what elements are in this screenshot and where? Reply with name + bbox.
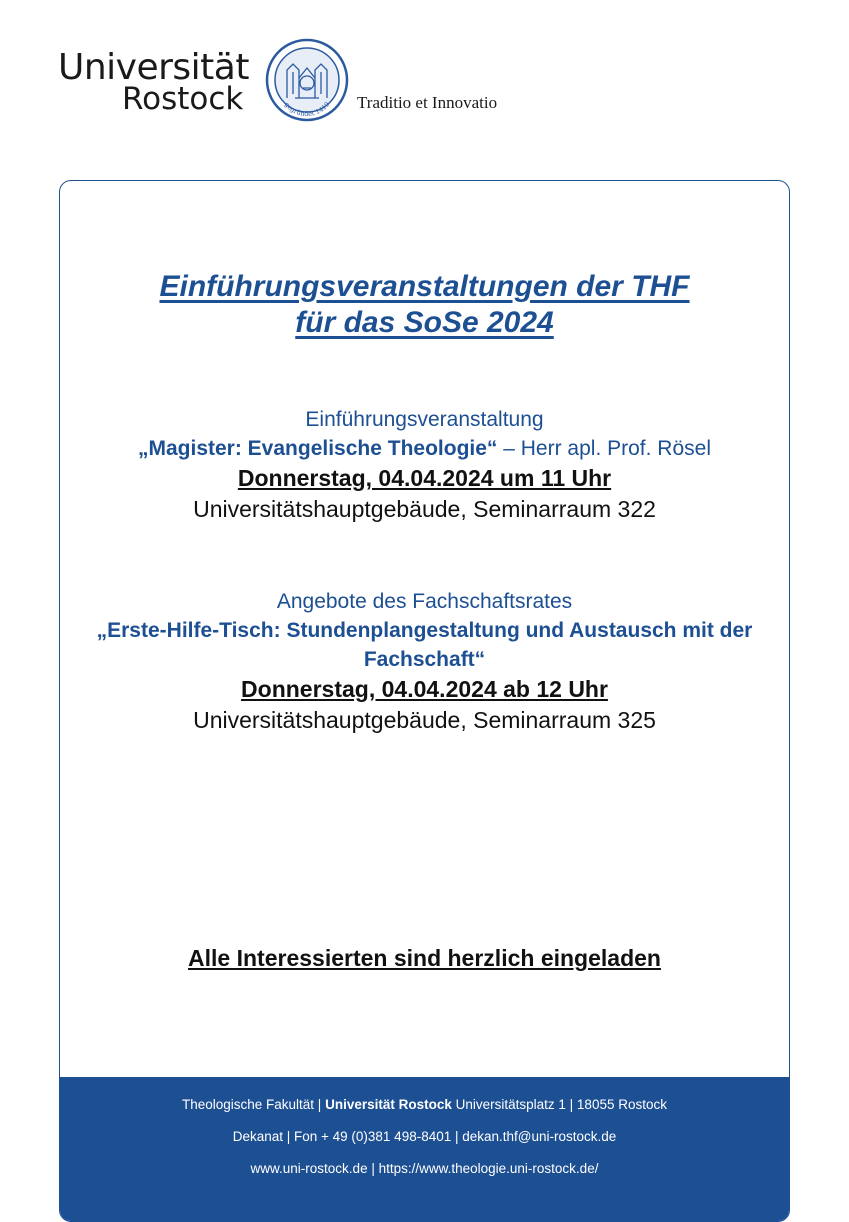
event-title-line xyxy=(90,434,759,463)
university-seal-icon xyxy=(265,38,349,122)
motto: Traditio et Innovatio xyxy=(357,93,498,112)
event-room: Universitätshauptgebäude, Seminarraum 325 xyxy=(193,707,656,733)
footer-faculty: Theologische Fakultät | xyxy=(181,1097,326,1112)
announcement-card xyxy=(59,180,790,1222)
footer xyxy=(60,1077,789,1221)
logo-line-universitaet: Universität xyxy=(58,47,249,88)
footer-university: Universität Rostock xyxy=(325,1097,452,1112)
event-title-line xyxy=(90,616,759,674)
invitation-text: Alle Interessierten sind herzlich eingeladen xyxy=(188,945,661,971)
event-fachschaft-offer xyxy=(90,587,759,736)
event-date: Donnerstag, 04.04.2024 um 11 Uhr xyxy=(237,465,612,491)
event-room: Universitätshauptgebäude, Seminarraum 322 xyxy=(193,496,656,522)
footer-address: Universitätsplatz 1 | 18055 Rostock xyxy=(451,1097,667,1112)
event-speaker: – Herr apl. Prof. Rösel xyxy=(497,437,711,460)
footer-web-line: www.uni-rostock.de | https://www.theologie.uni-rostock.de/ xyxy=(250,1161,599,1176)
footer-address-line xyxy=(60,1097,789,1112)
page-title xyxy=(60,269,789,341)
event-name: „Magister: Evangelische Theologie“ xyxy=(137,437,498,460)
logo-line-rostock: Rostock xyxy=(122,81,244,117)
title-line-2: für das SoSe 2024 xyxy=(295,306,554,339)
seal-inscription: gegründet 1419 xyxy=(282,100,332,119)
event-introduction-magister xyxy=(90,405,759,525)
footer-contact-line: Dekanat | Fon + 49 (0)381 498-8401 | dekan.thf@uni-rostock.de xyxy=(232,1129,617,1144)
university-logo-text xyxy=(58,47,249,117)
event-name: „Erste-Hilfe-Tisch: Stundenplangestaltung und Austausch mit der Fachschaft“ xyxy=(96,619,753,671)
event-label: Einführungsveranstaltung xyxy=(305,408,544,431)
title-line-1: Einführungsveranstaltungen der THF xyxy=(159,270,690,303)
event-label: Angebote des Fachschaftsrates xyxy=(276,590,573,613)
event-date: Donnerstag, 04.04.2024 ab 12 Uhr xyxy=(241,676,608,702)
